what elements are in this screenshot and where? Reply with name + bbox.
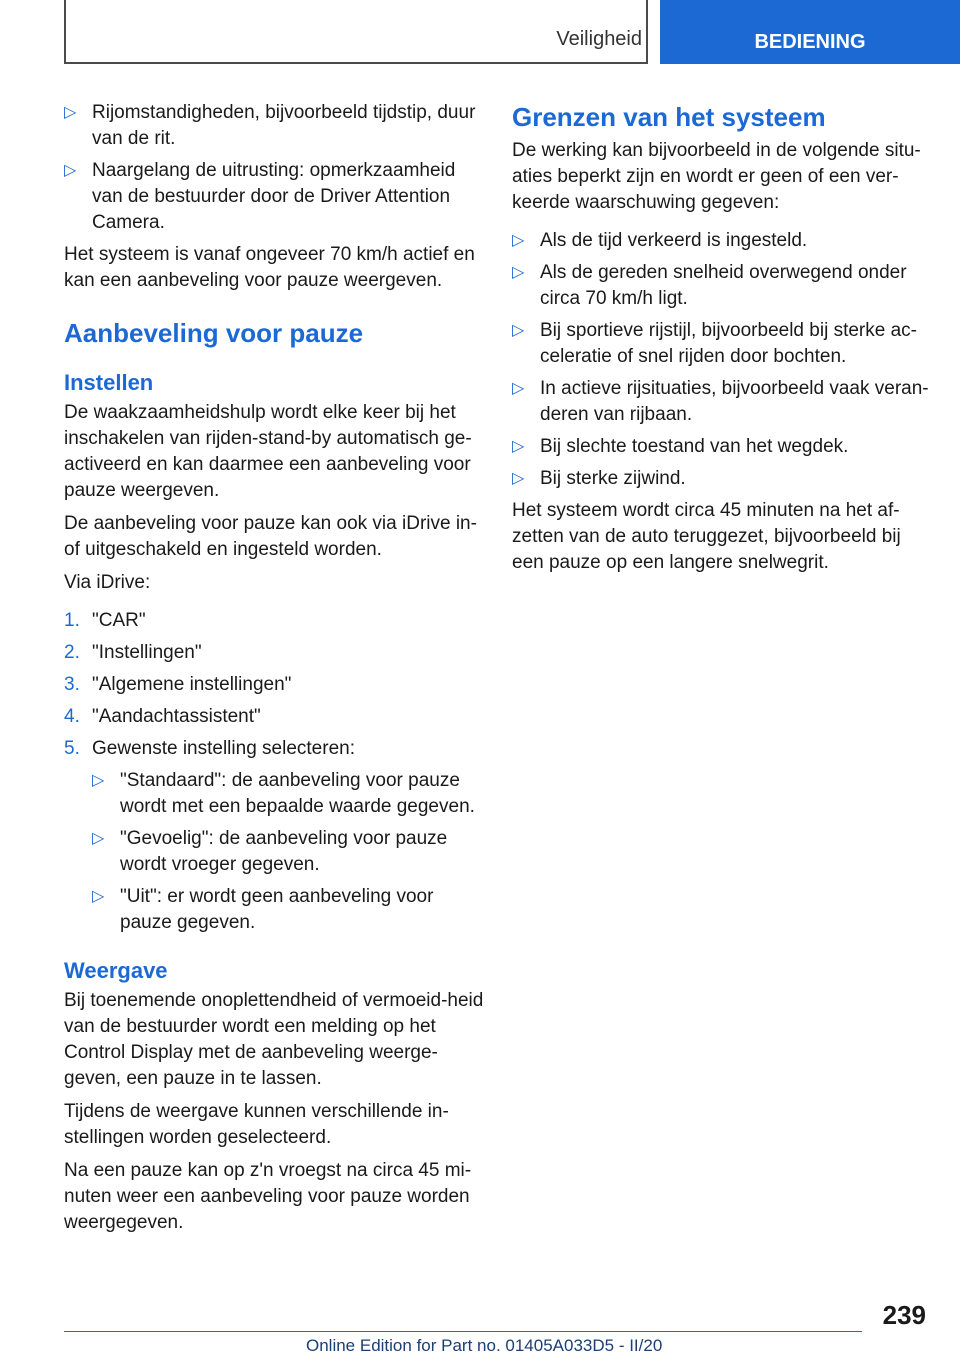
footer-edition-text: Online Edition for Part no. 01405A033D5 - II/20 — [306, 1336, 663, 1355]
step-item: 2. "Instellingen" — [64, 640, 484, 666]
triangle-bullet-icon: ▷ — [92, 888, 105, 905]
steps-list — [64, 608, 484, 936]
list-item: ▷ In actieve rijsituaties, bijvoorbeeld vaak veran-deren van rijbaan. — [512, 378, 929, 425]
list-item: ▷ Bij slechte toestand van het wegdek. — [512, 434, 932, 460]
step-item: 4. "Aandachtassistent" — [64, 704, 484, 730]
subsection-heading-instellen: Instellen — [64, 370, 154, 395]
top-bullet-list — [64, 100, 484, 236]
paragraph: De aanbeveling voor pauze kan ook via iDrive in- of uitgeschakeld en ingesteld worden. — [64, 513, 477, 560]
section-heading: Grenzen van het systeem — [512, 102, 826, 132]
step-number: 5. — [64, 738, 80, 759]
footer-divider — [64, 1331, 862, 1332]
list-item: ▷ Bij sterke zijwind. — [512, 466, 932, 492]
triangle-bullet-icon: ▷ — [512, 438, 525, 455]
limits-bullet-list — [512, 228, 932, 492]
triangle-bullet-icon: ▷ — [512, 470, 525, 487]
step-number: 2. — [64, 642, 80, 663]
list-item: ▷ "Uit": er wordt geen aanbeveling voor pauze gegeven. — [92, 886, 434, 933]
paragraph: Na een pauze kan op z'n vroegst na circa 45 mi-nuten weer een aanbeveling voor pauze worden weergegeven. — [64, 1160, 472, 1233]
triangle-bullet-icon: ▷ — [512, 232, 525, 249]
triangle-bullet-icon: ▷ — [64, 104, 77, 121]
paragraph: Het systeem wordt circa 45 minuten na het af-zetten van de auto teruggezet, bijvoorbeeld bij een pauze op een langere snelwegrit. — [512, 500, 901, 573]
step-number: 1. — [64, 610, 80, 631]
page-number: 239 — [882, 1300, 926, 1330]
intro-paragraph: Het systeem is vanaf ongeveer 70 km/h actief en kan een aanbeveling voor pauze weergeven. — [64, 244, 475, 291]
header-chapter-label: BEDIENING — [754, 31, 866, 53]
section-heading: Aanbeveling voor pauze — [64, 318, 364, 348]
list-item: ▷ Bij sportieve rijstijl, bijvoorbeeld bij sterke ac-celeratie of snel rijden door bochten. — [512, 320, 917, 367]
triangle-bullet-icon: ▷ — [64, 162, 77, 179]
paragraph: Tijdens de weergave kunnen verschillende in-stellingen worden geselecteerd. — [64, 1101, 449, 1148]
paragraph: Via iDrive: — [64, 572, 151, 593]
subsection-heading-weergave: Weergave — [64, 958, 168, 983]
triangle-bullet-icon: ▷ — [512, 322, 525, 339]
triangle-bullet-icon: ▷ — [512, 264, 525, 281]
left-column — [64, 100, 484, 1243]
step-item: 3. "Algemene instellingen" — [64, 672, 484, 698]
list-item: ▷ Als de gereden snelheid overwegend onder circa 70 km/h ligt. — [512, 262, 907, 309]
paragraph: De werking kan bijvoorbeeld in de volgende situ-aties beperkt zijn en wordt er geen of een ver-keerde waarschuwing gegeven: — [512, 140, 921, 213]
paragraph: Bij toenemende onoplettendheid of vermoeid-heid van de bestuurder wordt een melding op het Control Display met de aanbeveling weerge-geven, een pauze in te lassen. — [64, 990, 484, 1089]
right-column — [512, 100, 932, 583]
header-section-title: Veiligheid — [556, 28, 642, 50]
sub-bullet-list — [92, 768, 484, 936]
paragraph: De waakzaamheidshulp wordt elke keer bij het inschakelen van rijden-stand-by automatisch ge-activeerd en kan daarmee een aanbeveling voor pauze weergeven. — [64, 402, 472, 501]
triangle-bullet-icon: ▷ — [92, 772, 105, 789]
list-item: ▷ "Gevoelig": de aanbeveling voor pauze wordt vroeger gegeven. — [92, 828, 448, 875]
step-item: 5. Gewenste instelling selecteren: ▷ "Standaard": de aanbeveling voor pauze wordt met een bepaalde waarde gegeven. ▷ "Gevoelig": de aanbeveling voor pauze wordt vroeger gegeven. ▷ "Uit": er wordt geen aanbeveling voor pauze gegeven. — [64, 736, 484, 936]
step-number: 3. — [64, 674, 80, 695]
step-item: 1. "CAR" — [64, 608, 484, 634]
header-chapter-tab — [660, 0, 960, 64]
list-item: ▷ Rijomstandigheden, bijvoorbeeld tijdstip, duur van de rit. — [64, 102, 476, 149]
triangle-bullet-icon: ▷ — [512, 380, 525, 397]
triangle-bullet-icon: ▷ — [92, 830, 105, 847]
list-item: ▷ Naargelang de uitrusting: opmerkzaamheid van de bestuurder door de Driver Attention Camera. — [64, 160, 456, 233]
list-item: ▷ "Standaard": de aanbeveling voor pauze wordt met een bepaalde waarde gegeven. — [92, 770, 475, 817]
list-item: ▷ Als de tijd verkeerd is ingesteld. — [512, 228, 932, 254]
step-number: 4. — [64, 706, 80, 727]
